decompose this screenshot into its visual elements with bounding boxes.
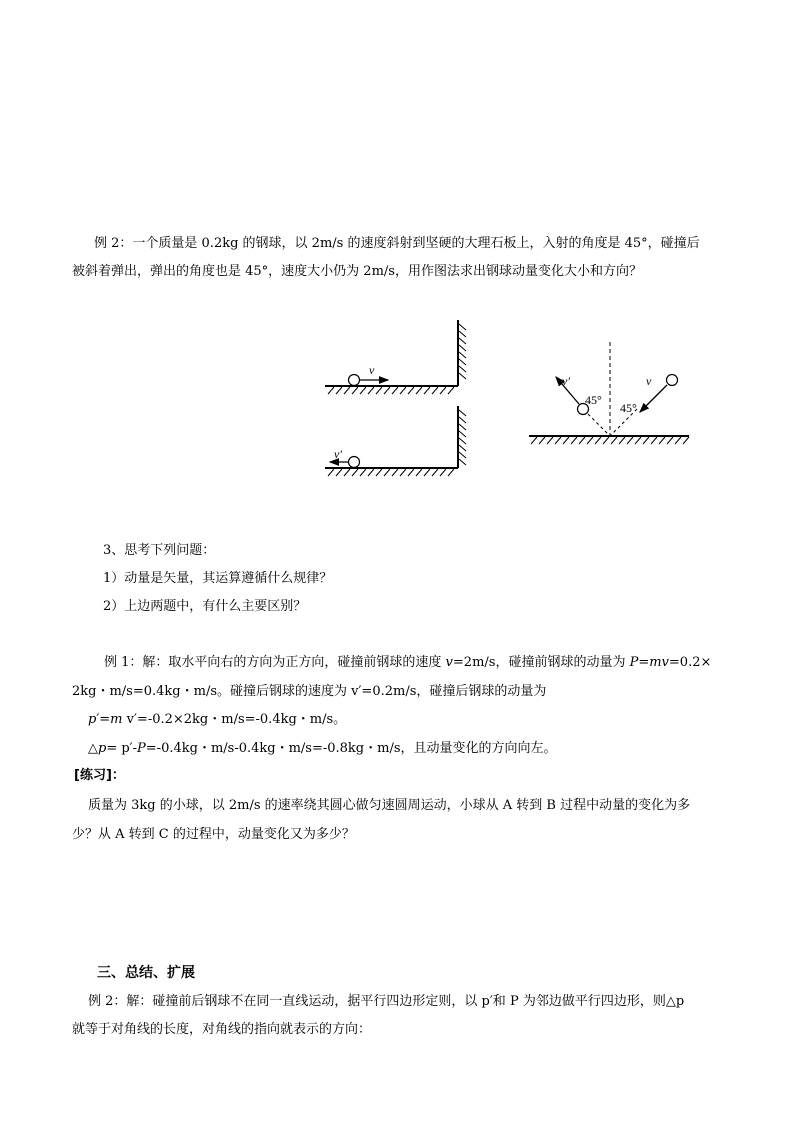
question-2: 2）上边两题中，有什么主要区别？	[103, 599, 307, 614]
wall-collision-figure	[320, 318, 480, 488]
incident-velocity-arrow	[640, 385, 667, 412]
v-label-top: v	[369, 363, 375, 377]
summary-heading: 三、总结、扩展	[97, 965, 195, 981]
example2-line2: 被斜着弹出，弹出的角度也是 45°，速度大小仍为 2m/s，用作图法求出钢球动量变化大小和方向？	[72, 264, 642, 279]
practice-heading: [练习]：	[74, 768, 125, 783]
incident-ball	[667, 375, 678, 386]
oblique-reflection-figure	[526, 340, 696, 450]
practice-line1: 质量为 3kg 的小球，以 2m/s 的速率绕其圆心做匀速圆周运动，小球从 A 转到 B 过程中动量的变化为多	[88, 798, 691, 813]
reflected-path-dashed	[588, 414, 610, 436]
ex1-solution-line1: 例 1：解：取水平向右的方向为正方向，碰撞前钢球的速度 v=2m/s，碰撞前钢球的动量为 P=mv=0.2×	[104, 655, 712, 670]
angle-label-left: 45°	[585, 393, 602, 407]
v-prime-label-bottom: v′	[334, 447, 342, 461]
ex1-solution-line2: 2kg・m/s=0.4kg・m/s。碰撞后钢球的速度为 v′=0.2m/s，碰撞后钢球的动量为	[72, 684, 547, 699]
summary-line1: 例 2：解：碰撞前后钢球不在同一直线运动，据平行四边形定则，以 p′和 P 为邻边做平行四边形，则△p	[88, 994, 685, 1009]
example2-line1: 例 2：一个质量是 0.2kg 的钢球，以 2m/s 的速度斜射到坚硬的大理石板上，入射的角度是 45°，碰撞后	[94, 236, 700, 251]
questions-heading: 3、思考下列问题：	[103, 543, 216, 558]
ball-bottom	[349, 457, 360, 468]
practice-line2: 少？从 A 转到 C 的过程中，动量变化又为多少？	[72, 827, 355, 842]
ex1-solution-line4: △p= p′-P=-0.4kg・m/s-0.4kg・m/s=-0.8kg・m/s，且动量变化的方向向左。	[88, 741, 557, 756]
ground-bottom	[325, 468, 458, 476]
ground-top	[325, 386, 458, 394]
v-prime-label-right: v′	[562, 374, 570, 388]
wall-top	[458, 320, 466, 386]
ground-right	[529, 436, 689, 444]
wall-bottom	[458, 406, 466, 468]
ex1-solution-line3: p′=m v′=-0.2×2kg・m/s=-0.4kg・m/s。	[88, 712, 347, 727]
question-1: 1）动量是矢量，其运算遵循什么规律？	[103, 571, 333, 586]
summary-line2: 就等于对角线的长度，对角线的指向就表示的方向：	[72, 1022, 372, 1037]
v-label-right: v	[646, 374, 652, 388]
angle-label-right: 45°	[620, 401, 637, 415]
ball-top	[349, 375, 360, 386]
